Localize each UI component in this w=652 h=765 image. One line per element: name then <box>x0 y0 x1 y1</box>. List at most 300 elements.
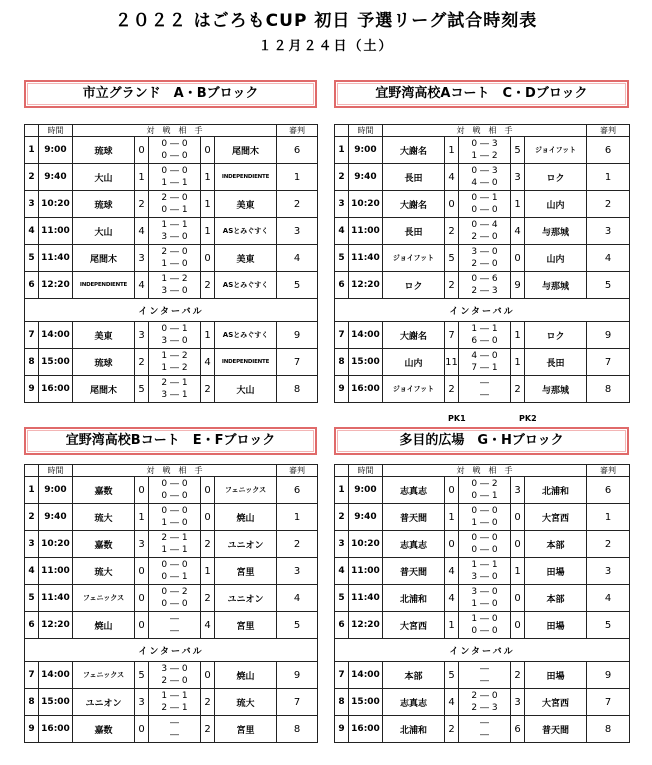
team2-score: 4 <box>511 218 525 245</box>
match-time: 11:00 <box>39 558 73 585</box>
match-number: 6 <box>25 612 39 639</box>
team1-score: 5 <box>445 662 459 689</box>
team1-score: 3 <box>135 322 149 349</box>
match-time: 9:40 <box>39 164 73 191</box>
half-scores <box>459 689 511 716</box>
schedule-table-ef <box>24 464 318 743</box>
team2-score: 2 <box>201 716 215 743</box>
table-row <box>335 245 630 272</box>
match-time: 15:00 <box>349 349 383 376</box>
second-half-score: 2 ― 0 <box>161 676 188 686</box>
half-scores <box>459 558 511 585</box>
team2-name: 尾間木 <box>215 137 277 164</box>
team2-score: 6 <box>511 716 525 743</box>
team2-score: 5 <box>511 137 525 164</box>
team1-score: 5 <box>135 662 149 689</box>
match-number: 2 <box>25 164 39 191</box>
team1-score: 4 <box>445 689 459 716</box>
first-half-score: 0 ― 0 <box>161 506 188 516</box>
team2-name: 本部 <box>525 585 587 612</box>
table-row <box>335 504 630 531</box>
pk-label-2: PK2 <box>519 414 537 423</box>
first-half-score: ― <box>480 718 489 728</box>
referee-header: 審判 <box>277 125 318 137</box>
team2-score: 1 <box>511 558 525 585</box>
match-time: 9:00 <box>39 137 73 164</box>
team1-score: 0 <box>445 531 459 558</box>
match-number: 5 <box>25 585 39 612</box>
table-row <box>25 218 318 245</box>
table-row <box>335 376 630 403</box>
team2-score: 3 <box>511 164 525 191</box>
team1-name: 琉球 <box>73 349 135 376</box>
first-half-score: 1 ― 1 <box>471 560 498 570</box>
referee-number: 8 <box>587 716 630 743</box>
team2-name: 与那城 <box>525 272 587 299</box>
team2-name: 宮里 <box>215 716 277 743</box>
first-half-score: 1 ― 2 <box>161 274 188 284</box>
team1-score: 1 <box>445 612 459 639</box>
match-time: 14:00 <box>39 662 73 689</box>
time-header: 時間 <box>349 465 383 477</box>
second-half-score: ― <box>480 676 489 686</box>
second-half-score: 3 ― 0 <box>161 336 188 346</box>
referee-number: 5 <box>277 272 318 299</box>
match-time: 16:00 <box>39 376 73 403</box>
first-half-score: ― <box>170 718 179 728</box>
referee-number: 9 <box>587 662 630 689</box>
second-half-score: 1 ― 0 <box>161 259 188 269</box>
table-row <box>25 191 318 218</box>
second-half-score: 2 ― 3 <box>471 286 498 296</box>
referee-header: 審判 <box>277 465 318 477</box>
team1-score: 1 <box>135 164 149 191</box>
first-half-score: 0 ― 4 <box>471 220 498 230</box>
team1-name: 志真志 <box>383 689 445 716</box>
half-scores <box>149 612 201 639</box>
first-half-score: 0 ― 0 <box>161 166 188 176</box>
interval-row <box>25 299 318 322</box>
first-half-score: ― <box>170 614 179 624</box>
match-number: 6 <box>25 272 39 299</box>
match-time: 12:20 <box>39 612 73 639</box>
half-scores <box>459 137 511 164</box>
event-date: １２月２４日（土） <box>258 39 394 54</box>
second-half-score: 2 ― 1 <box>161 703 188 713</box>
table-row <box>335 662 630 689</box>
team2-name: ロク <box>525 322 587 349</box>
team2-score: 0 <box>511 245 525 272</box>
team2-name: 焼山 <box>215 504 277 531</box>
table-row <box>25 689 318 716</box>
half-scores <box>149 349 201 376</box>
team2-score: 9 <box>511 272 525 299</box>
team1-score: 5 <box>135 376 149 403</box>
first-half-score: 1 ― 1 <box>471 324 498 334</box>
half-scores <box>149 191 201 218</box>
team1-score: 2 <box>135 349 149 376</box>
team1-name: 嘉数 <box>73 477 135 504</box>
team2-name: 美東 <box>215 191 277 218</box>
team2-score: 0 <box>201 477 215 504</box>
half-scores <box>149 531 201 558</box>
table-header-row <box>335 125 630 137</box>
team2-score: 2 <box>201 689 215 716</box>
team2-name: INDEPENDIENTE <box>215 164 277 191</box>
team1-name: 琉大 <box>73 558 135 585</box>
second-half-score: 3 ― 0 <box>471 572 498 582</box>
block-header-ab: 市立グランド A・Bブロック <box>24 80 317 108</box>
half-scores <box>149 164 201 191</box>
second-half-score: 7 ― 1 <box>471 363 498 373</box>
referee-number: 3 <box>277 218 318 245</box>
referee-number: 5 <box>587 272 630 299</box>
match-number: 9 <box>335 376 349 403</box>
referee-number: 6 <box>277 477 318 504</box>
table-row <box>25 164 318 191</box>
referee-header: 審判 <box>587 465 630 477</box>
half-scores <box>459 531 511 558</box>
second-half-score: 0 ― 0 <box>471 626 498 636</box>
referee-number: 4 <box>277 245 318 272</box>
team1-name: 志真志 <box>383 531 445 558</box>
match-number: 9 <box>25 716 39 743</box>
team1-name: 山内 <box>383 349 445 376</box>
match-time: 9:40 <box>39 504 73 531</box>
interval-label: インターバル <box>25 299 318 322</box>
referee-number: 8 <box>277 376 318 403</box>
match-number: 2 <box>335 164 349 191</box>
half-scores <box>149 689 201 716</box>
interval-label: インターバル <box>335 299 630 322</box>
second-half-score: 0 ― 1 <box>471 491 498 501</box>
second-half-score: ― <box>480 390 489 400</box>
match-time: 16:00 <box>349 376 383 403</box>
match-time: 11:40 <box>39 245 73 272</box>
team2-score: 0 <box>201 504 215 531</box>
team2-score: 0 <box>201 137 215 164</box>
team2-name: フェニックス <box>215 477 277 504</box>
team1-name: 琉大 <box>73 504 135 531</box>
second-half-score: ― <box>480 730 489 740</box>
team2-name: 宮里 <box>215 558 277 585</box>
second-half-score: 0 ― 0 <box>161 151 188 161</box>
team1-score: 2 <box>445 218 459 245</box>
team2-name: 田場 <box>525 612 587 639</box>
table-row <box>335 164 630 191</box>
match-number: 7 <box>25 662 39 689</box>
team1-name: ロク <box>383 272 445 299</box>
first-half-score: 1 ― 0 <box>471 614 498 624</box>
team2-name: 本部 <box>525 531 587 558</box>
match-number: 1 <box>25 137 39 164</box>
team1-name: 普天間 <box>383 504 445 531</box>
match-number: 8 <box>335 689 349 716</box>
match-number: 4 <box>25 558 39 585</box>
second-half-score: 0 ― 0 <box>161 491 188 501</box>
match-number: 3 <box>335 191 349 218</box>
first-half-score: 0 ― 0 <box>161 139 188 149</box>
referee-number: 7 <box>587 349 630 376</box>
table-header-row <box>335 465 630 477</box>
match-number: 2 <box>25 504 39 531</box>
team1-score: 3 <box>135 245 149 272</box>
referee-number: 2 <box>587 531 630 558</box>
team2-score: 2 <box>201 585 215 612</box>
match-time: 11:00 <box>349 218 383 245</box>
team2-name: 大山 <box>215 376 277 403</box>
no-header <box>335 125 349 137</box>
first-half-score: 2 ― 0 <box>471 691 498 701</box>
half-scores <box>149 716 201 743</box>
block-header-gh: 多目的広場 G・Hブロック <box>334 427 629 455</box>
half-scores <box>149 137 201 164</box>
team1-name: 大山 <box>73 218 135 245</box>
referee-number: 7 <box>277 689 318 716</box>
table-row <box>25 477 318 504</box>
half-scores <box>459 272 511 299</box>
referee-number: 4 <box>587 245 630 272</box>
match-time: 9:40 <box>349 164 383 191</box>
match-number: 8 <box>25 689 39 716</box>
second-half-score: ― <box>170 626 179 636</box>
referee-number: 4 <box>277 585 318 612</box>
table-row <box>25 137 318 164</box>
half-scores <box>459 245 511 272</box>
half-scores <box>459 164 511 191</box>
match-number: 7 <box>25 322 39 349</box>
team2-name: ロク <box>525 164 587 191</box>
match-time: 10:20 <box>349 191 383 218</box>
referee-number: 6 <box>277 137 318 164</box>
second-half-score: 1 ― 0 <box>471 599 498 609</box>
time-header: 時間 <box>349 125 383 137</box>
team2-score: 3 <box>511 477 525 504</box>
first-half-score: 2 ― 0 <box>161 247 188 257</box>
team1-score: 7 <box>445 322 459 349</box>
team1-score: 0 <box>445 477 459 504</box>
first-half-score: 3 ― 0 <box>471 247 498 257</box>
table-row <box>25 376 318 403</box>
referee-number: 1 <box>587 164 630 191</box>
match-time: 11:00 <box>349 558 383 585</box>
team2-score: 0 <box>511 504 525 531</box>
team1-name: 尾間木 <box>73 376 135 403</box>
second-half-score: 1 ― 0 <box>471 518 498 528</box>
referee-number: 5 <box>587 612 630 639</box>
referee-number: 8 <box>587 376 630 403</box>
team1-name: 大謝名 <box>383 191 445 218</box>
first-half-score: 1 ― 1 <box>161 691 188 701</box>
team1-name: 大山 <box>73 164 135 191</box>
time-header: 時間 <box>39 465 73 477</box>
team1-score: 1 <box>445 504 459 531</box>
second-half-score: 0 ― 0 <box>471 205 498 215</box>
match-number: 3 <box>335 531 349 558</box>
half-scores <box>149 477 201 504</box>
team1-name: 北浦和 <box>383 716 445 743</box>
second-half-score: 2 ― 3 <box>471 703 498 713</box>
first-half-score: 0 ― 0 <box>161 560 188 570</box>
match-time: 14:00 <box>349 322 383 349</box>
table-row <box>25 531 318 558</box>
half-scores <box>459 322 511 349</box>
team2-name: 焼山 <box>215 662 277 689</box>
table-row <box>25 349 318 376</box>
team1-name: 嘉数 <box>73 531 135 558</box>
team2-name: ユニオン <box>215 585 277 612</box>
second-half-score: 0 ― 0 <box>161 599 188 609</box>
first-half-score: 2 ― 0 <box>161 193 188 203</box>
table-row <box>335 322 630 349</box>
table-header-row <box>25 465 318 477</box>
team1-name: 嘉数 <box>73 716 135 743</box>
table-row <box>25 272 318 299</box>
team1-score: 1 <box>445 137 459 164</box>
match-number: 1 <box>25 477 39 504</box>
team2-name: ASとみぐすく <box>215 272 277 299</box>
match-time: 16:00 <box>349 716 383 743</box>
match-time: 10:20 <box>349 531 383 558</box>
match-number: 4 <box>335 218 349 245</box>
first-half-score: 0 ― 1 <box>161 324 188 334</box>
team2-name: 北浦和 <box>525 477 587 504</box>
team2-name: 普天間 <box>525 716 587 743</box>
table-row <box>25 612 318 639</box>
table-row <box>335 689 630 716</box>
team1-name: 琉球 <box>73 191 135 218</box>
referee-number: 2 <box>277 531 318 558</box>
second-half-score: 1 ― 1 <box>161 178 188 188</box>
team1-score: 4 <box>135 218 149 245</box>
team2-score: 2 <box>201 272 215 299</box>
team2-name: 与那城 <box>525 218 587 245</box>
team1-score: 2 <box>445 376 459 403</box>
match-number: 1 <box>335 477 349 504</box>
referee-number: 3 <box>587 218 630 245</box>
match-time: 15:00 <box>39 689 73 716</box>
table-row <box>25 322 318 349</box>
team2-score: 1 <box>201 164 215 191</box>
team1-name: 焼山 <box>73 612 135 639</box>
team2-name: 美東 <box>215 245 277 272</box>
team1-name: ジョイフット <box>383 245 445 272</box>
table-row <box>25 662 318 689</box>
interval-row <box>335 299 630 322</box>
team1-score: 0 <box>135 716 149 743</box>
match-header: 対 戦 相 手 <box>73 125 277 137</box>
first-half-score: ― <box>480 664 489 674</box>
match-number: 8 <box>335 349 349 376</box>
second-half-score: 4 ― 0 <box>471 178 498 188</box>
table-row <box>335 716 630 743</box>
match-time: 12:20 <box>39 272 73 299</box>
team1-score: 0 <box>135 137 149 164</box>
team1-score: 2 <box>445 716 459 743</box>
referee-number: 3 <box>277 558 318 585</box>
match-time: 9:00 <box>349 137 383 164</box>
team2-name: 琉大 <box>215 689 277 716</box>
half-scores <box>149 585 201 612</box>
match-number: 3 <box>25 191 39 218</box>
half-scores <box>459 349 511 376</box>
second-half-score: 0 ― 1 <box>161 205 188 215</box>
second-half-score: 2 ― 0 <box>471 259 498 269</box>
second-half-score: ― <box>170 730 179 740</box>
team2-name: 長田 <box>525 349 587 376</box>
match-number: 9 <box>335 716 349 743</box>
match-number: 7 <box>335 322 349 349</box>
match-time: 15:00 <box>349 689 383 716</box>
team2-score: 0 <box>511 612 525 639</box>
first-half-score: 4 ― 0 <box>471 351 498 361</box>
team2-name: ASとみぐすく <box>215 322 277 349</box>
schedule-table-ab <box>24 124 318 403</box>
team2-name: ASとみぐすく <box>215 218 277 245</box>
team1-name: フェニックス <box>73 662 135 689</box>
team2-name: 与那城 <box>525 376 587 403</box>
second-half-score: 3 ― 1 <box>161 390 188 400</box>
team1-name: 尾間木 <box>73 245 135 272</box>
referee-number: 1 <box>277 504 318 531</box>
first-half-score: 0 ― 0 <box>161 479 188 489</box>
match-number: 2 <box>335 504 349 531</box>
first-half-score: 0 ― 2 <box>161 587 188 597</box>
team1-score: 3 <box>135 531 149 558</box>
match-time: 11:40 <box>39 585 73 612</box>
first-half-score: 0 ― 3 <box>471 166 498 176</box>
team1-name: 長田 <box>383 218 445 245</box>
team1-name: フェニックス <box>73 585 135 612</box>
table-row <box>25 504 318 531</box>
referee-number: 7 <box>587 689 630 716</box>
match-number: 1 <box>335 137 349 164</box>
match-number: 5 <box>25 245 39 272</box>
team2-score: 0 <box>201 245 215 272</box>
match-number: 7 <box>335 662 349 689</box>
table-row <box>335 349 630 376</box>
half-scores <box>149 558 201 585</box>
match-time: 16:00 <box>39 716 73 743</box>
team2-score: 1 <box>511 191 525 218</box>
half-scores <box>459 716 511 743</box>
team1-name: 大謝名 <box>383 322 445 349</box>
referee-header: 審判 <box>587 125 630 137</box>
team2-score: 4 <box>201 612 215 639</box>
second-half-score: 0 ― 0 <box>471 545 498 555</box>
team1-name: ジョイフット <box>383 376 445 403</box>
team1-score: 0 <box>135 585 149 612</box>
team2-name: 山内 <box>525 191 587 218</box>
block-header-cd: 宜野湾高校Aコート C・Dブロック <box>334 80 629 108</box>
table-row <box>25 716 318 743</box>
match-header: 対 戦 相 手 <box>383 125 587 137</box>
match-time: 10:20 <box>39 531 73 558</box>
match-time: 12:20 <box>349 272 383 299</box>
schedule-table-gh <box>334 464 630 743</box>
referee-number: 9 <box>587 322 630 349</box>
team2-score: 0 <box>511 531 525 558</box>
half-scores <box>149 322 201 349</box>
first-half-score: ― <box>480 378 489 388</box>
team1-name: 長田 <box>383 164 445 191</box>
team2-score: 4 <box>201 349 215 376</box>
team1-score: 4 <box>445 585 459 612</box>
team1-score: 0 <box>135 558 149 585</box>
match-number: 6 <box>335 612 349 639</box>
team1-name: 大宮西 <box>383 612 445 639</box>
referee-number: 4 <box>587 585 630 612</box>
